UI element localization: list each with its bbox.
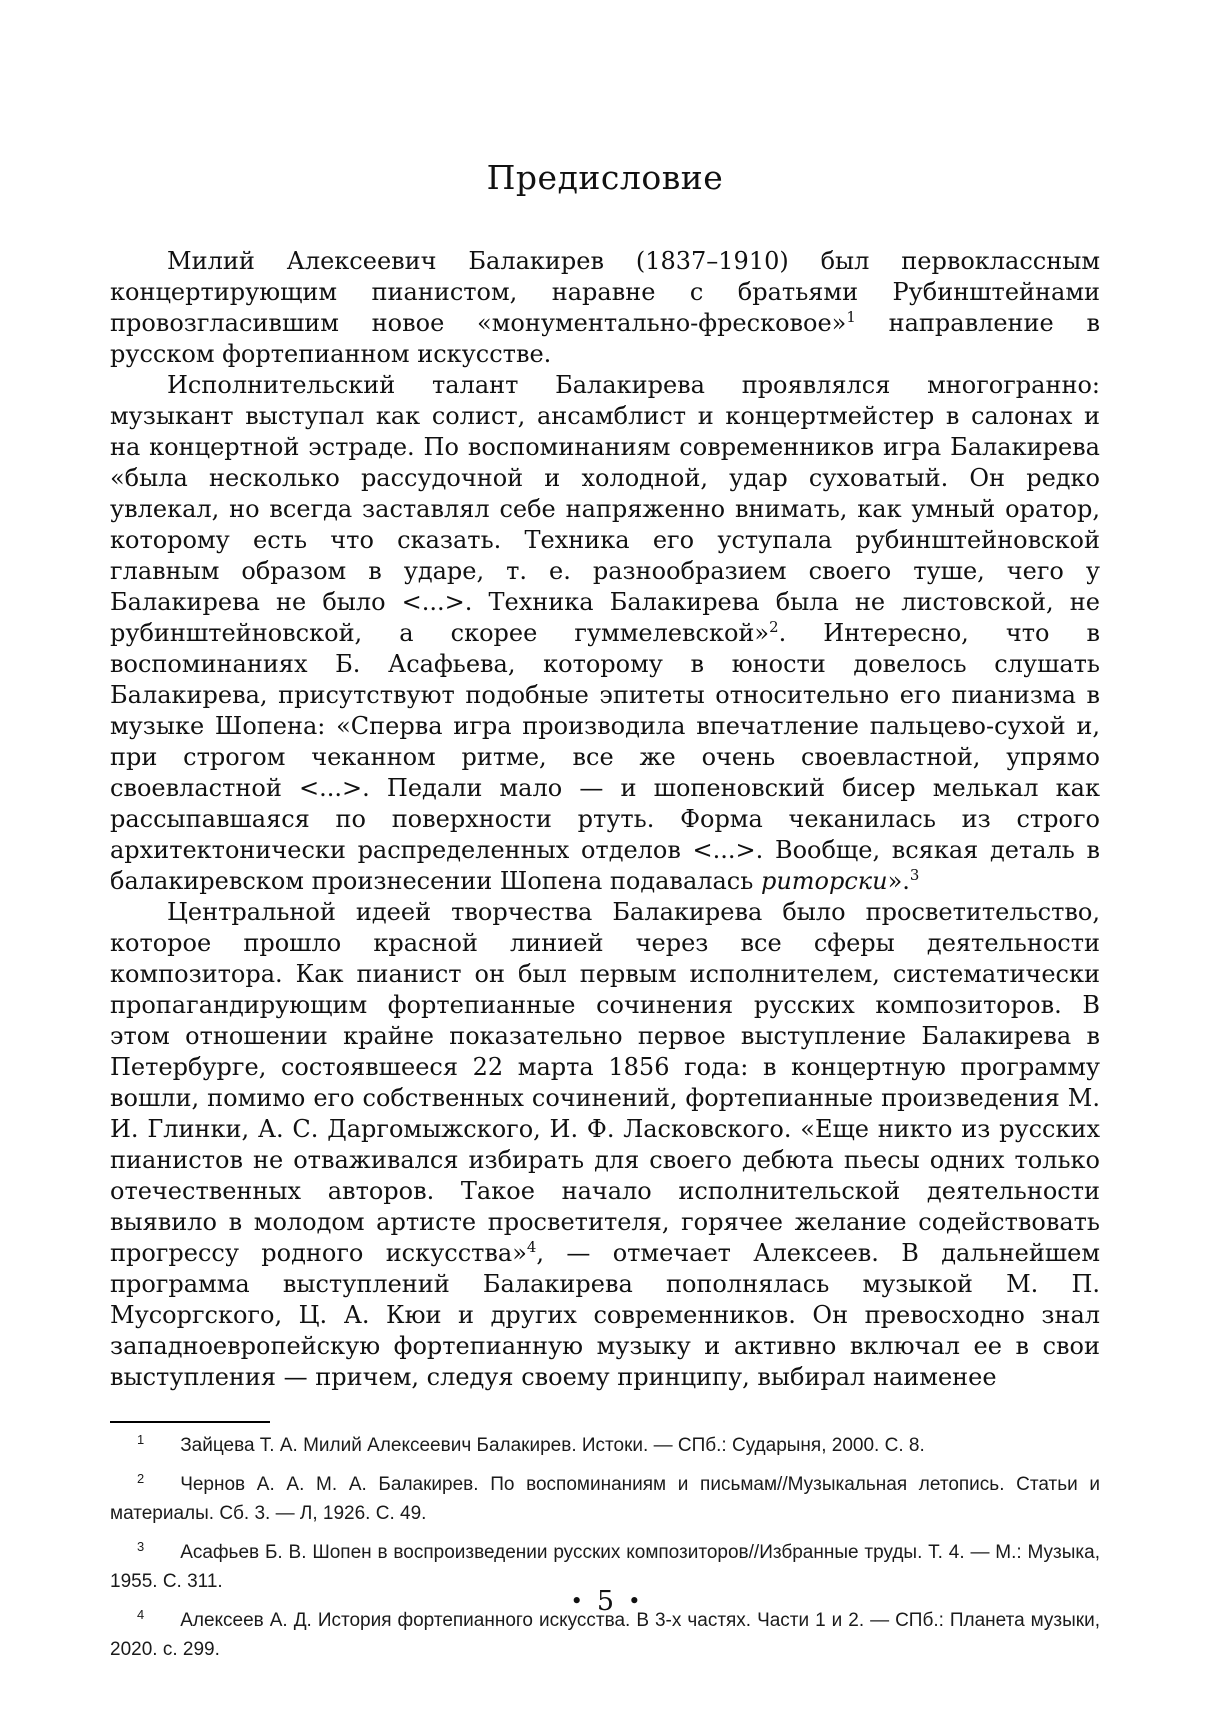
footnote-ref-1: 1 bbox=[846, 308, 856, 326]
footnote-ref-2: 2 bbox=[769, 618, 779, 636]
footnote-separator bbox=[110, 1421, 270, 1423]
paragraph-3 bbox=[110, 897, 1100, 1393]
paragraph-2-text: Исполнительский талант Балакирева проявлялся многогранно: музыкант выступал как солист, ансамблист и концертмейстер в салонах и на концертной эстраде. По воспоминаниям современников игра Балакирева «была несколько рассудочной и холодной, удар суховатый. Он редко увлекал, но всегда заставлял себе напряженно внимать, как умный оратор, которому есть что сказать. Техника его уступала рубинштейновской главным образом в ударе, т. е. разнообразием своего туше, чего у Балакирева не было <...>. Техника Балакирева была не листовской, не рубинштейновской, а скорее гуммелевской» bbox=[110, 371, 1100, 647]
paragraph-3-text-cont: , — отмечает Алексеев. В дальнейшем программа выступлений Балакирева пополнялась музыкой М. П. Мусоргского, Ц. А. Кюи и других современников. Он превосходно знал западноевропейскую фортепианную музыку и активно включал ее в свои выступления — причем, следуя своему принципу, выбирал наименее bbox=[110, 1239, 1100, 1391]
page-title: Предисловие bbox=[486, 158, 724, 197]
paragraph-1-text-cont: направление в русском фортепианном искусстве. bbox=[110, 309, 1100, 368]
footnote-ref-3: 3 bbox=[909, 866, 920, 884]
footnote-1-number: 1 bbox=[137, 1431, 145, 1447]
footnote-4-number: 4 bbox=[137, 1606, 145, 1622]
paragraph-2-italic-word: риторски bbox=[760, 867, 888, 895]
page-number-bullet-left: • bbox=[570, 1588, 583, 1613]
paragraph-1-text: Милий Алексеевич Балакирев (1837–1910) был первоклассным концертирующим пианистом, наравне с братьями Рубинштейнами провозгласившим новое «монументально-фресковое» bbox=[110, 247, 1100, 337]
page-number-bullet-right: • bbox=[628, 1588, 641, 1613]
page-number-value: 5 bbox=[596, 1586, 615, 1617]
footnote-4-text: Алексеев А. Д. История фортепианного искусства. В 3-х частях. Части 1 и 2. — СПб.: Планета музыки, 2020. с. 299. bbox=[110, 1610, 1100, 1660]
footnote-1-text: Зайцева Т. А. Милий Алексеевич Балакирев. Истоки. — СПб.: Сударыня, 2000. С. 8. bbox=[180, 1435, 925, 1456]
footnote-2-number: 2 bbox=[137, 1470, 145, 1486]
paragraph-2-text-cont: . Интересно, что в воспоминаниях Б. Асафьева, которому в юности довелось слушать Балакирева, присутствуют подобные эпитеты относительно его пианизма в музыке Шопена: «Сперва игра производила впечатление пальцево-сухой и, при строгом чеканном ритме, все же очень своевластной, упрямо своевластной <...>. Педали мало — и шопеновский бисер мелькал как рассыпавшаяся по поверхности ртуть. Форма чеканилась из строго архитектонически распределенных отделов <...>. Вообще, всякая деталь в балакиревском произнесении Шопена подавалась bbox=[110, 619, 1101, 895]
footnotes-section bbox=[110, 1421, 1100, 1664]
footnote-2 bbox=[110, 1470, 1100, 1528]
paragraph-1 bbox=[110, 246, 1100, 370]
body-text bbox=[110, 246, 1100, 1393]
paragraph-2-text-end: ». bbox=[887, 867, 910, 895]
footnote-ref-4: 4 bbox=[526, 1238, 537, 1256]
footnote-3-text: Асафьев Б. В. Шопен в воспроизведении русских композиторов//Избранные труды. Т. 4. — М.: Музыка, 1955. С. 311. bbox=[110, 1542, 1100, 1592]
paragraph-2 bbox=[110, 370, 1100, 897]
text-block bbox=[110, 0, 1100, 1674]
footnote-2-text: Чернов А. А. М. А. Балакирев. По воспоминаниям и письмам//Музыкальная летопись. Статьи и материалы. Сб. 3. — Л, 1926. С. 49. bbox=[110, 1474, 1100, 1524]
footnote-1 bbox=[110, 1431, 1100, 1460]
footnote-3-number: 3 bbox=[137, 1538, 145, 1554]
paragraph-3-text: Центральной идеей творчества Балакирева было просветительство, которое прошло красной линией через все сферы деятельности композитора. Как пианист он был первым исполнителем, систематически пропагандирующим фортепианные сочинения русских композиторов. В этом отношении крайне показательно первое выступление Балакирева в Петербурге, состоявшееся 22 марта 1856 года: в концертную программу вошли, помимо его собственных сочинений, фортепианные произведения М. И. Глинки, А. С. Даргомыжского, И. Ф. Ласковского. «Еще никто из русских пианистов не отваживался избирать для своего дебюта пьесы одних только отечественных авторов. Такое начало исполнительской деятельности выявило в молодом артисте просветителя, горячее желание содействовать прогрессу родного искусства» bbox=[110, 898, 1100, 1267]
page-number bbox=[0, 1586, 1211, 1617]
